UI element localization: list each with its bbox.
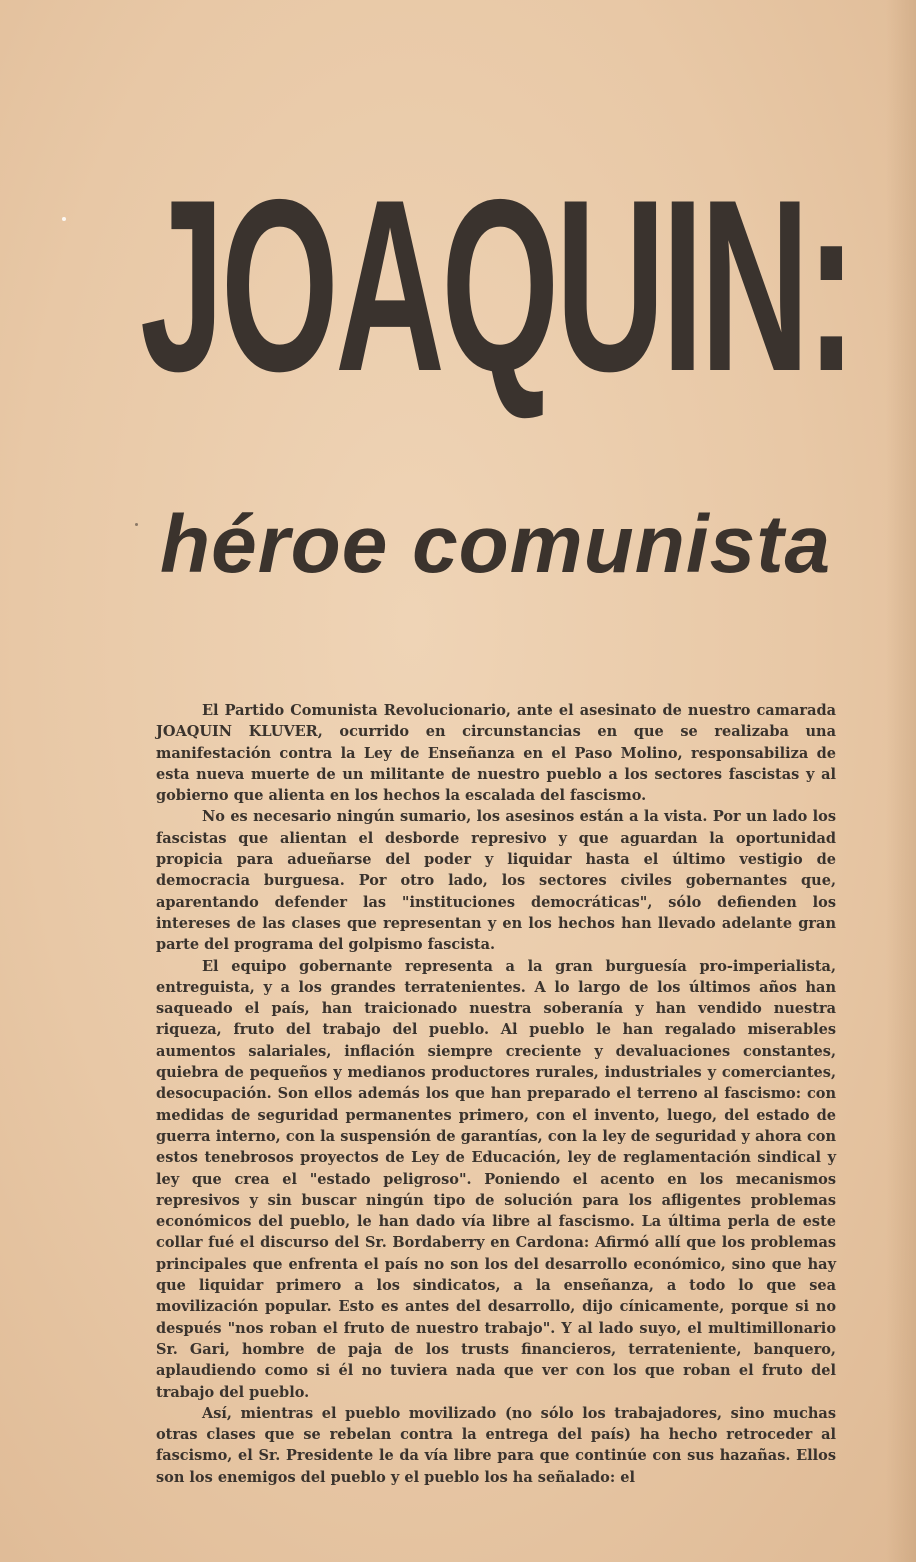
paragraph: El equipo gobernante representa a la gran burguesía pro-imperialista, entreguista, y a los grandes terratenientes. A lo largo de los últimos años han saqueado el país, han traicionado nuestra soberanía y han vendido nuestra riqueza, fruto del trabajo del pueblo. Al pueblo le han regalado miserables aumentos salariales, inflación siempre creciente y devaluaciones constantes, quiebra de pequeños y medianos productores rurales, industriales y comerciantes, desocupación. Son ellos además los que han preparado el terreno al fascismo: con medidas de seguridad permanentes primero, con el invento, luego, del estado de guerra interno, con la suspensión de garantías, con la ley de seguridad y ahora con estos tenebrosos proyectos de Ley de Educación, ley de reglamentación sindical y ley que crea el "estado peligroso". Poniendo el acento en los mecanismos represivos y sin buscar ningún tipo de solución para los afligentes problemas económicos del pueblo, le han dado vía libre al fascismo. La última perla de este collar fué el discurso del Sr. Bordaberry en Cardona: Afirmó allí que los problemas principales que enfrenta el país no son los del desarrollo económico, sino que hay que liquidar primero a los sindicatos, a la enseñanza, a todo lo que sea movilización popular. Esto es antes del desarrollo, dijo cínicamente, porque si no después "nos roban el fruto de nuestro trabajo". Y al lado suyo, el multimillonario Sr. Gari, hombre de paja de los trusts financieros, terrateniente, banquero, aplaudiendo como si él no tuviera nada que ver con los que roban el fruto del trabajo del pueblo.	[156, 957, 836, 1401]
paper-speck	[62, 217, 66, 221]
paragraph: Así, mientras el pueblo movilizado (no sólo los trabajadores, sino muchas otras clases que se rebelan contra la entrega del país) ha hecho retroceder al fascismo, el Sr. Presidente le da vía libre para que continúe con sus hazañas. Ellos son los enemigos del pueblo y el pueblo los ha señalado: el	[156, 1404, 836, 1486]
paper-speck	[135, 523, 138, 526]
subheadline: héroe comunista	[160, 499, 832, 590]
article-body	[156, 700, 836, 1488]
paragraph: No es necesario ningún sumario, los asesinos están a la vista. Por un lado los fascistas que alientan el desborde represivo y que aguardan la oportunidad propicia para adueñarse del poder y liquidar hasta el último vestigio de democracia burguesa. Por otro lado, los sectores civiles gobernantes que, aparentando defender las "instituciones democráticas", sólo defienden los intereses de las clases que representan y en los hechos han llevado adelante gran parte del programa del golpismo fascista.	[156, 808, 836, 954]
headline: JOAQUIN:	[140, 148, 853, 422]
paragraph: El Partido Comunista Revolucionario, ante el asesinato de nuestro camarada JOAQUIN KLUVER, ocurrido en circunstancias en que se realizaba una manifestación contra la Ley de Enseñanza en el Paso Molino, responsabiliza de esta nueva muerte de un militante de nuestro pueblo a los sectores fascistas y al gobierno que alienta en los hechos la escalada del fascismo.	[156, 702, 836, 805]
